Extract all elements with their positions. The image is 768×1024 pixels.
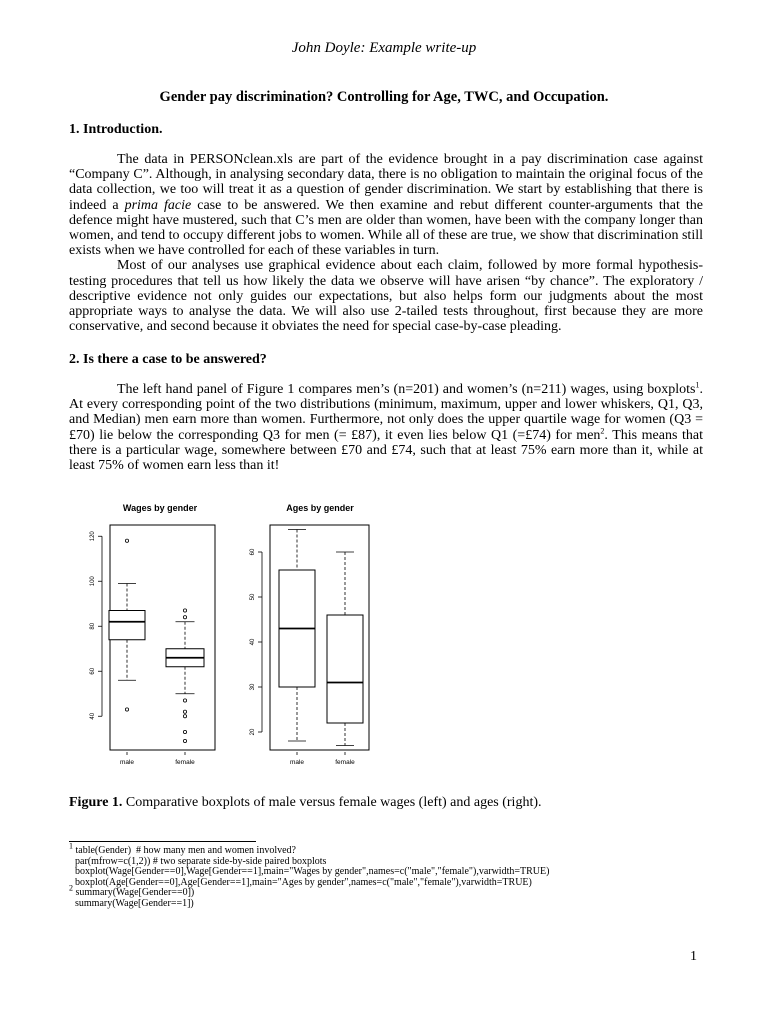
chart-2-y-tick-label: 40 [250, 638, 256, 646]
case-body [69, 382, 703, 473]
chart-2-y-tick-label: 30 [250, 683, 256, 691]
figure-1 [80, 495, 380, 780]
footnote-2-line-2: summary(Wage[Gender==1]) [75, 897, 194, 909]
chart-1-box-female-outlier [183, 730, 186, 733]
footnote-ref-2[interactable]: 2 [600, 425, 605, 435]
chart-1-category-female: female [175, 759, 195, 766]
figure-caption-label: Figure 1. [69, 795, 123, 810]
section-heading-case: 2. Is there a case to be answered? [69, 352, 267, 367]
footnote-2-marker: 2 [69, 883, 73, 893]
introduction-body [69, 152, 703, 334]
chart-1-box-male-outlier [125, 708, 128, 711]
chart-1-box-male-iqr [109, 611, 145, 640]
footnote-2-line-1 [69, 883, 689, 899]
chart-2-y-tick-label: 20 [250, 728, 256, 736]
chart-1-title: Wages by gender [122, 503, 198, 513]
chart-1-y-tick-label: 120 [90, 531, 96, 542]
figure-caption-text: Comparative boxplots of male versus female wages (left) and ages (right). [122, 795, 542, 810]
chart-1-box-female-outlier [183, 699, 186, 702]
chart-1-y-tick-label: 80 [90, 622, 96, 630]
chart-2-title: Ages by gender [286, 503, 354, 513]
footnote-ref-1[interactable]: 1 [695, 380, 700, 390]
chart-2-category-female: female [335, 759, 355, 766]
footnote-2-text: summary(Wage[Gender==0]) [73, 887, 195, 898]
chart-2-y-tick-label: 50 [250, 593, 256, 601]
chart-1-box-female-outlier [183, 715, 186, 718]
footnote-1-line-2: par(mfrow=c(1,2)) # two separate side-by-side paired boxplots [75, 855, 327, 867]
chart-2-category-male: male [289, 759, 305, 766]
chart-1-box-male-outlier [125, 539, 128, 542]
footnote-1-text: table(Gender) # how many men and women involved? [73, 845, 296, 856]
chart-1-box-female-outlier [183, 609, 186, 612]
figure-caption [69, 795, 542, 811]
introduction-paragraph-2: Most of our analyses use graphical evidence about each claim, followed by more formal hypothesis-testing procedures that tell us how likely the data we observe will have arisen “by chance”. The exploratory / descriptive evidence not only guides our expectations, but also helps form our judgments about the most appropriate ways to analyse the data. We will also use 2-tailed tests throughout, first because they are more conservative, and second because it obviates the need for special case-by-case pleading. [69, 258, 703, 335]
chart-1-category-male: male [119, 759, 135, 766]
introduction-paragraph-1 [69, 152, 703, 258]
footnotes [69, 841, 689, 909]
footnote-1-line-4: boxplot(Age[Gender==0],Age[Gender==1],main="Ages by gender",names=c("male","female"),varwidth=TRUE) [75, 876, 532, 888]
intro-p1-text-a: The data in PERSONclean.xls are part of the evidence brought in a pay discrimination case against “Company C”. Although, in analysing secondary data, there is no obligation to maintain the original focus of the data collection, we too will treat it as a question of gender discrimination. We start by establishing that there is indeed a [69, 152, 703, 213]
chart-1-box-female-outlier [183, 616, 186, 619]
case-p1-text-b: . At every corresponding point of the two distributions (minimum, maximum, upper and lower whiskers, Q1, Q3, and Median) men earn more than women. Furthermore, not only does the upper quartile wage for women (Q3 = £70) lie below the corresponding Q3 for men (= £87), it even lies below Q1 (=£74) for men [69, 382, 703, 443]
page-header: John Doyle: Example write-up [291, 40, 477, 56]
footnote-1-line-3: boxplot(Wage[Gender==0],Wage[Gender==1],main="Wages by gender",names=c("male","female"),varwidth=TRUE) [75, 866, 550, 877]
footnote-1-marker: 1 [69, 841, 73, 851]
chart-2-y-tick-label: 60 [250, 548, 256, 556]
intro-p1-text-b: case to be answered. We then examine and rebut different counter-arguments that the defence might have mustered, such that C’s men are older than women, have been with the company longer than women, and tend to occupy different jobs to women. While all of these are true, we show that discrimination still exists when we have controlled for each of these variables in turn. [69, 197, 704, 259]
chart-1-y-tick-label: 40 [90, 712, 96, 720]
chart-2-box-female-iqr [327, 615, 363, 723]
chart-1-y-tick-label: 60 [90, 667, 96, 675]
document-title: Gender pay discrimination? Controlling for Age, TWC, and Occupation. [159, 89, 609, 105]
case-p1-text-a: The left hand panel of Figure 1 compares men’s (n=201) and women’s (n=211) wages, using boxplots [117, 382, 696, 397]
page-number: 1 [690, 949, 697, 964]
section-heading-introduction: 1. Introduction. [69, 122, 163, 137]
footnote-1-line-1 [69, 841, 689, 857]
boxplot-figure [80, 495, 380, 775]
case-p1-text-c: . This means that there is a particular wage, somewhere between £70 and £74, such that at least 75% earn more than it, while at least 75% of women earn less than it! [69, 427, 703, 474]
chart-1-y-tick-label: 100 [90, 576, 96, 587]
chart-1-box-female-outlier [183, 739, 186, 742]
footnote-divider [69, 841, 256, 842]
chart-1-box-female-outlier [183, 710, 186, 713]
intro-p1-emphasis: prima facie [124, 197, 192, 213]
case-paragraph-1 [69, 382, 703, 473]
